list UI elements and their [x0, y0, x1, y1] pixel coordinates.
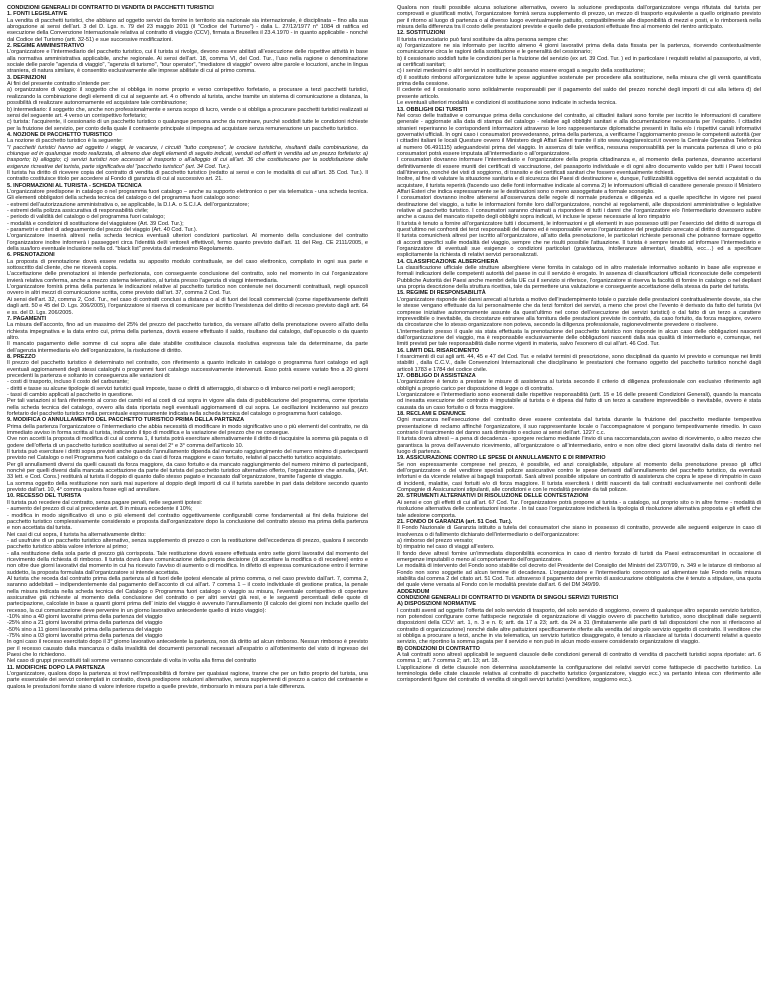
section-heading: 2. REGIME AMMINISTRATIVO	[7, 43, 85, 50]
paragraph: Prima della partenza l’organizzatore o l’intermediario che abbia necessità di modificare in modo significativo uno o più elementi del contratto, ne dà immediato avviso in forma scritta al turista, indicando il tipo di modifica e la variazione del prezzo che ne consegue.	[7, 423, 368, 437]
section-heading: A) DISPOSIZIONI NORMATIVE	[397, 601, 477, 608]
paragraph: A tali contratti sono altresì applicabili le seguenti clausole delle condizioni generali di contratto di vendita di pacchetti turistici sopra riportate: art. 6 comma 1; art. 7 comma 2; art. 13; art. 18.	[397, 652, 761, 665]
section-heading: 9. MODIFICA O ANNULLAMENTO DEL PACCHETTO TURISTICO PRIMA DELLA PARTENZA	[7, 417, 245, 424]
paragraph: Il cedente ed il cessionario sono solidalmente responsabili per il pagamento del saldo del prezzo nonché degli importi di cui alla lettera d) del presente articolo.	[397, 87, 761, 100]
paragraph: Le eventuali ulteriori modalità e condizioni di sostituzione sono indicate in scheda tecnica.	[397, 100, 617, 107]
paragraph: Qualora non risulti possibile alcuna soluzione alternativa, ovvero la soluzione predisposta dall’organizzatore venga rifiutata dal turista per comprovati e giustificati motivi, l’organizzatore fornirà senza supplemento di prezzo, un mezzo di trasporto equivalente a quello originario previsto per il ritorno al luogo di partenza o al diverso luogo eventualmente pattuito, compatibilmente alle disponibilità di mezzi e posti, e lo rimborserà nella misura della differenza tra il costo delle prestazioni previste e quello delle prestazioni effettuate fino al momento del rientro anticipato.	[397, 5, 761, 31]
paragraph: L’accettazione delle prenotazioni si intende perfezionata, con conseguente conclusione del contratto, solo nel momento in cui l’organizzatore invierà relativa conferma, anche a mezzo sistema telematico, al turista presso l’agenzia di viaggi intermediaria.	[7, 271, 368, 284]
paragraph: La classificazione ufficiale delle strutture alberghiere viene fornita in catalogo od in altro materiale informativo soltanto in base alle espresse e formali indicazioni delle competenti autorità del paese in cui il servizio è erogato. In assenza di classificazioni ufficiali riconosciute delle competenti Pubbliche Autorità dei Paesi anche membri della UE cui il servizio si riferisce, l’organizzatore si riserva la facoltà di fornire in catalogo o nel depliant una propria descrizione della struttura ricettiva, tale da permettere una valutazione e conseguente accettazione della stessa da parte del turista.	[397, 265, 761, 291]
section-heading: CONDIZIONI GENERALI DI CONTRATTO DI VENDITA DI SINGOLI SERVIZI TURISTICI	[397, 594, 619, 601]
paragraph: d) il sostituto rimborsi all’organizzatore tutte le spese aggiuntive sostenute per procedere alla sostituzione, nella misura che gli verrà quantificata prima della cessione.	[397, 74, 761, 88]
paragraph: Il turista dovrà altresì – a pena di decadenza - sporgere reclamo mediante l’invio di una raccomandata,con avviso di ricevimento, o altro mezzo che garantisca la prova dell’avvenuto ricevimento, all’organizzatore o all’intermediario, entro e non oltre dieci giorni lavorativi dalla data di rientro nel luogo di partenza.	[397, 436, 761, 456]
paragraph: -50% sino a 11 giorni lavorativi prima della partenza del viaggio	[7, 626, 162, 633]
paragraph: L’organizzatore, qualora dopo la partenza si trovi nell’impossibilità di fornire per qualsiasi ragione, tranne che per un fatto proprio del turista, una parte essenziale dei servizi contemplati in contratto, dovrà predisporre soluzioni alternative, senza supplementi di prezzo a carico del contraente e qualora le prestazioni fornite siano di valore inferiore rispetto a quelle previste, rimborsarlo in misura pari a tale differenza.	[7, 671, 368, 690]
paragraph: b) intermediario: il soggetto che, anche non professionalmente e senza scopo di lucro, vende o si obbliga a procurare pacchetti turistici realizzati ai sensi del seguente art. 4 verso un corrispettivo forfetario;	[7, 106, 368, 119]
paragraph: a) rimborso del prezzo versato;	[397, 537, 474, 544]
section-heading: 12. SOSTITUZIONI	[397, 30, 446, 37]
paragraph: I consumatori dovranno inoltre attenersi all’osservanza delle regole di normale prudenza e diligenza ed a quelle specifiche in vigore nei paesi destinazione del viaggio, a tutte le informazioni fornite loro dall’organizzatore, nonché ai regolamenti, alle disposizioni amministrative o legislative relative al pacchetto turistico. I consumatori saranno chiamati a rispondere di tutti i danni che l’organizzatore e/o l’intermediario dovessero subire anche a causa del mancato rispetto degli obblighi sopra indicati, ivi incluse le spese necessarie al loro rimpatrio	[397, 195, 761, 221]
paragraph: L’applicazione di dette clausole non determina assolutamente la configurazione dei relativi servizi come fattispecie di pacchetto turistico. La terminologia delle citate clausole relativa al contratto di pacchetto turistico (organizzatore, viaggio ecc.) va pertanto intesa con riferimento alle corrispondenti figure del contratto di vendita di singoli servizi turistici (venditore, soggiorno ecc.).	[397, 664, 761, 684]
paragraph: "I pacchetti turistici hanno ad oggetto i viaggi, le vacanze, i circuiti “tutto compreso”, le crociere turistiche, risultanti dalla combinazione, da chiunque ed in qualunque modo realizzata, di almeno due degli elementi di seguito indicati, venduti od offerti in vendita ad un prezzo forfetario: a) trasporto; b) alloggio; c) servizi turistici non accessori al trasporto o all’alloggio di cui all’art. 36 che costituiscano per la soddisfazione delle esigenze ricreative del turista, parte significativa del "pacchetto turistico" (art. 34 Cod. Tur.).	[7, 144, 368, 170]
paragraph: - aumento del prezzo di cui al precedente art. 8 in misura eccedente il 10%;	[7, 506, 193, 513]
paragraph: Il turista è tenuto a fornire all’organizzatore tutti i documenti, le informazioni e gli elementi in suo possesso utili per l’esercizio del diritto di surroga di quest’ultimo nei confronti dei terzi responsabili del danno ed è responsabile verso l’organizzatore del pregiudizio arrecato al diritto di surrogazione.	[397, 220, 761, 234]
section-heading: 21. FONDO DI GARANZIA (art. 51 Cod. Tur.).	[397, 518, 513, 525]
paragraph: - alla restituzione della sola parte di prezzo già corrisposta. Tale restituzione dovrà essere effettuata entro sette giorni lavorativi dal momento del ricevimento della richiesta di rimborso. Il turista dovrà dare comunicazione della propria decisione (di accettare la modifica o di recedere) entro e non oltre due giorni lavorativi dal momento in cui ha ricevuto l’avviso di aumento o di modifica. In difetto di espressa comunicazione entro il termine suddetto, la proposta formulata dall’organizzatore si intende accettata.	[7, 550, 368, 576]
section-heading: 14. CLASSIFICAZIONE ALBERGHIERA	[397, 258, 499, 265]
paragraph: La misura dell’acconto, fino ad un massimo del 25% del prezzo del pacchetto turistico, da versare all’atto della prenotazione ovvero all’atto della richiesta impegnativa e la data entro cui, prima della partenza, dovrà essere effettuato il saldo, risultano dal catalogo, dall’opuscolo o da quanto altro.	[7, 322, 368, 341]
paragraph: - modalità e condizioni di sostituzione del viaggiatore (Art. 39 Cod. Tur.);	[7, 220, 184, 227]
section-heading: 19. ASSICURAZIONE CONTRO LE SPESE DI ANNULLAMENTO E DI RIMPATRIO	[397, 455, 606, 462]
paragraph: La nozione di pacchetto turistico è la seguente:	[7, 138, 123, 145]
paragraph: I risarcimenti di cui agli artt. 44, 45 e 47 del Cod. Tur. e relativi termini di prescrizione, sono disciplinati da quanto ivi previsto e comunque nei limiti stabiliti , dalla C.C.V., dalle Convenzioni Internazionali che disciplinano le prestazioni che formano oggetto del pacchetto turistico nonché dagli articoli 1783 e 1784 del codice civile.	[397, 353, 761, 373]
paragraph: Il turista può esercitare i diritti sopra previsti anche quando l’annullamento dipenda dal mancato raggiungimento del numero minimo di partecipanti previsto nel Catalogo o nel Programma fuori catalogo o da casi di forza maggiore e caso fortuito, relativi al pacchetto turistico acquistato.	[7, 449, 368, 462]
paragraph: Per gli annullamenti diversi da quelli causati da forza maggiore, da caso fortuito e da mancato raggiungimento del numero minimo di partecipanti, nonché per quelli diversi dalla mancata accettazione da parte del turista del pacchetto turistico alternativo offerto, l’organizzatore che annulla, (Art. 33 lett. e Cod. Cons.) restituirà al turista il doppio di quanto dallo stesso pagato e incassato dall’organizzatore, tramite l’agente di viaggio.	[7, 461, 368, 481]
paragraph: b) il cessionario soddisfi tutte le condizioni per la fruizione del servizio (ex art. 39 Cod. Tur. ) ed in particolare i requisiti relativi al passaporto, ai visti, ai certificati sanitari;	[397, 55, 761, 69]
paragraph: L’organizzatore predispone in catalogo o nel programma fuori catalogo – anche su supporto elettronico o per via telematica - una scheda tecnica. Gli elementi obbligatori della scheda tecnica del catalogo o del programma fuori catalogo sono:	[7, 188, 368, 202]
paragraph: L’organizzatore inserirà altresì nella scheda tecnica eventuali ulteriori condizioni particolari. Al momento della conclusione del contratto l’organizzatore inoltre informerà i passeggeri circa l’identità del/i vettore/i effettivo/i, fermo quanto previsto dall’art. 11 del Reg. CE 2111/2005, e della sua/loro eventuale inclusione nella cd. "black list" prevista dal medesimo Regolamento.	[7, 233, 368, 253]
section-heading: 5. INFORMAZIONI AL TURISTA - SCHEDA TECNICA	[7, 182, 142, 189]
section-heading: 13. OBBLIGHI DEI TURISTI	[397, 106, 468, 113]
paragraph: In ogni caso il recesso esercitato dopo il 3° giorno lavorativo antecedente la partenza, non dà diritto ad alcun rimborso. Nessun rimborso è previsto per il recesso causato dalla mancanza o dalla invalidità dei documenti personali necessari all’espatrio o all’ottenimento del visto di ingresso dei Paesi che lo richiedono.	[7, 639, 368, 659]
left-text-column	[7, 5, 368, 690]
section-heading: 8. PREZZO	[7, 353, 36, 360]
paragraph: L’organizzatore fornirà prima della partenza le indicazioni relative al pacchetto turistico non contenute nei documenti contrattuali, negli opuscoli ovvero in altri mezzi di comunicazione scritta, come previsto dall’art. 37, comma 2 Cod. Tur.	[7, 284, 368, 297]
paragraph: c) i servizi medesimi o altri servizi in sostituzione possano essere erogati a seguito della sostituzione;	[397, 68, 645, 75]
paragraph: a) organizzatore di viaggio: il soggetto che si obbliga in nome proprio e verso corrispettivo forfetario, a procurare a terzi pacchetti turistici, realizzando la combinazione degli elementi di cui al seguente art. 4 o offrendo al turista, anche tramite un sistema di comunicazione a distanza, la possibilità di realizzare autonomamente ed acquistare tale combinazione;	[7, 87, 368, 107]
paragraph: - estremi dell’autorizzazione amministrativa o, se applicabile, la D.I.A. o S.C.I.A. dell’organizzatore;	[7, 201, 250, 208]
paragraph: La proposta di prenotazione dovrà essere redatta su apposito modulo contrattuale, se del caso elettronico, compilato in ogni sua parte e sottoscritto dal cliente, che ne riceverà copia.	[7, 258, 368, 272]
section-heading: 10. RECESSO DEL TURISTA	[7, 493, 82, 500]
paragraph: -25% sino a 21 giorni lavorativi prima della partenza del viaggio	[7, 620, 163, 627]
paragraph: I contratti aventi ad oggetto l’offerta del solo servizio di trasporto, del solo servizio di soggiorno, ovvero di qualunque altro separato servizio turistico, non potendosi configurare come fattispecie negoziale di organizzazione di viaggio ovvero di pacchetto turistico, sono disciplinati dalle seguenti disposizioni della CCV: art. 1, n. 3 e n. 6; artt. da 17 a 23; artt. da 24 a 31 (limitatamente alle parti di tali disposizioni che non si riferiscono al contratto di organizzazione) nonché dalle altre pattuizioni specificamente riferite alla vendita del singolo servizio oggetto di contratto. Il venditore che si obbliga a procurare a terzi, anche in via telematica, un servizio turistico disaggregato, è tenuto a rilasciare al turista i documenti relativi a questo servizio, che riportino la somma pagata per il servizio e non può in alcun modo essere considerato organizzatore di viaggio.	[397, 607, 761, 646]
paragraph: a) l’organizzatore ne sia informato per iscritto almeno 4 giorni lavorativi prima della data fissata per la partenza, ricevendo contestualmente comunicazione circa le ragioni della sostituzione e le generalità del cessionario;	[397, 43, 761, 56]
paragraph: Nel corso delle trattative e comunque prima della conclusione del contratto, ai cittadini italiani sono fornite per iscritto le informazioni di carattere generale - aggiornate alla data di stampa del catalogo - relative agli obblighi sanitari e alla documentazione necessaria per l’espatrio. I cittadini stranieri reperiranno le corrispondenti informazioni attraverso le loro rappresentanze diplomatiche presenti in Italia e/o i rispettivi canali informativi governativi ufficiali. In ogni caso i consumatori provvederanno, prima della partenza, a verificarne l’aggiornamento presso le competenti autorità (per i cittadini italiani le locali Questure ovvero il Ministero degli Affari Esteri tramite il sito www.viaggiaresicuri.it ovvero la Centrale Operativa Telefonica al numero 06.491115) adeguandovisi prima del viaggio. In assenza di tale verifica, nessuna responsabilità per la mancata partenza di uno o più consumatori potrà essere imputata all’intermediario o all’organizzatore.	[397, 112, 761, 157]
paragraph: -10% sino a 40 giorni lavorativi prima della partenza del viaggio	[7, 614, 163, 620]
paragraph: Nei casi di cui sopra, il turista ha alternativamente diritto:	[7, 531, 146, 538]
paragraph: I consumatori dovranno informare l’intermediario e l’organizzatore della propria cittadinanza e, al momento della partenza, dovranno accertarsi definitivamente di essere muniti dei certificati di vaccinazione, del passaporto individuale e di ogni altro documento valido per tutti i Paesi toccati dall’itinerario, nonché dei visti di soggiorno, di transito e dei certificati sanitari che fossero eventualmente richiesti.	[397, 157, 761, 176]
section-heading: 4. NOZIONE DI PACCHETTO TURISTICO	[7, 131, 113, 138]
section-heading: 17. OBBLIGO DI ASSISTENZA	[397, 372, 476, 379]
paragraph: L’organizzatore risponde dei danni arrecati al turista a motivo dell’inadempimento totale o parziale delle prestazioni contrattualmente dovute, sia che le stesse vengano effettuate da lui personalmente che da terzi fornitori dei servizi, a meno che provi che l’evento è derivato da fatto del turista (ivi comprese iniziative autonomamente assunte da quest’ultimo nel corso dell’esecuzione dei servizi turistici) o dal fatto di un terzo a carattere imprevedibile o inevitabile, da circostanze estranee alla fornitura delle prestazioni previste in contratto, da caso fortuito, da forza maggiore, ovvero da circostanze che lo stesso organizzatore non poteva, secondo la diligenza professionale, ragionevolmente prevedere o risolvere.	[397, 296, 761, 329]
paragraph: Ogni mancanza nell’esecuzione del contratto deve essere contestata dal turista durante la fruizione del pacchetto mediante tempestiva presentazione di reclamo affinché l’organizzatore, il suo rappresentante locale o l’accompagnatore vi pongano tempestivamente rimedio. In caso contrario il risarcimento del danno sarà diminuito o escluso ai sensi dell’art. 1227 c.c.	[397, 417, 761, 437]
paragraph: Le modalità di intervento del Fondo sono stabilite col decreto del Presidente del Consiglio dei Ministri del 23/07/99, n. 349 e le istanze di rimborso al Fondo non sono soggette ad alcun termine di decadenza. L’organizzatore e l’intermediario concorrono ad alimentare tale Fondo nella misura stabilita dal comma 2 del citato art. 51 Cod. Tur. attraverso il pagamento del premio di assicurazione obbligatoria che è tenuto a stipulare, una quota del quale viene versata al Fondo con le modalità previste dall’art. 6 del DM 349/99.	[397, 563, 761, 589]
section-heading: 7. PAGAMENTI	[7, 315, 47, 322]
section-heading: 15. REGIME DI RESPONSABILITÀ	[397, 290, 486, 297]
paragraph: - modifica in modo significativo di uno o più elementi del contratto oggettivamente configurabili come fondamentali ai fini della fruizione del pacchetto turistico complessivamente considerato e proposta dall’organizzatore dopo la conclusione del contratto stesso ma prima della partenza e non accettata dal turista.	[7, 512, 368, 532]
paragraph: b) rimpatrio nel caso di viaggi all’estero.	[397, 544, 495, 551]
section-heading: 18. RECLAMI E DENUNCE	[397, 411, 466, 417]
section-heading: 1. FONTI LEGISLATIVE	[7, 11, 68, 18]
paragraph: L’organizzatore e l’intermediario del pacchetto turistico, cui il turista si rivolge, devono essere abilitati all’esecuzione delle rispettive attività in base alla normativa amministrativa applicabile, anche regionale. Ai sensi dell’art. 18, comma VI, del Cod. Tur., l’uso nella ragione o denominazione sociale delle parole "agenzia di viaggio", "agenzia di turismo", "tour operator", "mediatore di viaggio" ovvero altre parole e locuzioni, anche in lingua straniera, di natura similare, è consentito esclusivamente alle imprese abilitate di cui al primo comma.	[7, 49, 368, 75]
paragraph: Il turista può recedere dal contratto, senza pagare penali, nelle seguenti ipotesi:	[7, 499, 203, 506]
paragraph: Ai sensi dell’art. 32, comma 2, Cod. Tur., nel caso di contratti conclusi a distanza o al di fuori dei locali commerciali (come rispettivamente definiti dagli artt. 50 e 45 del D. Lgs. 206/2005), l’organizzatore si riserva di comunicare per iscritto l’inesistenza del diritto di recesso previsto dagli artt. 64 e ss. del D. Lgs. 206/2005.	[7, 296, 368, 316]
paragraph: Al turista che receda dal contratto prima della partenza al di fuori delle ipotesi elencate al primo comma, o nel caso previsto dall’art. 7, comma 2, saranno addebitati – indipendentemente dal pagamento dell’acconto di cui all’art. 7 comma 1 – il costo individuale di gestione pratica, la penale nella misura indicata nella scheda tecnica del Catalogo o Programma fuori catalogo o viaggio su misura, l’eventuale corrispettivo di coperture assicurative già richieste al momento della conclusione del contratto o per altri servizi già resi, e le seguenti percentuali delle quote di partecipazione, calcolate in base a quanti giorni prima dell’ inizio del viaggio è avvenuto l’annullamento (il calcolo dei giorni non include quello del recesso, la cui comunicazione deve pervenire in un giorno lavorativo antecedente quello di inizio viaggio):	[7, 575, 368, 614]
paragraph: Il mancato pagamento delle somme di cui sopra alle date stabilite costituisce clausola risolutiva espressa tale da determinarne, da parte dell’agenzia intermediaria e/o dell’organizzatore, la risoluzione di diritto.	[7, 341, 368, 354]
paragraph: La somma oggetto della restituzione non sarà mai superiore al doppio degli importi di cui il turista sarebbe in pari data debitore secondo quanto previsto dall’art. 10, 4° comma qualora fosse egli ad annullare.	[7, 480, 368, 494]
paragraph: - costi di trasporto, incluso il costo del carburante;	[7, 379, 129, 386]
paragraph: Il turista comunicherà altresì per iscritto all’organizzatore, all’atto della prenotazione, le particolari richieste personali che potranno formare oggetto di accordi specifici sulle modalità del viaggio, sempre che ne risulti possibile l’attuazione. Il turista è sempre tenuto ad informare l’intermediario e l’organizzatore di eventuali sue esigenze o condizioni particolari (gravidanza, intolleranze alimentari, disabilità, ecc…) ed a specificare esplicitamente la richiesta di relativi servizi personalizzati.	[397, 233, 761, 259]
paragraph: Se non espressamente comprese nel prezzo, è possibile, ed anzi consigliabile, stipulare al momento della prenotazione presso gli uffici dell’organizzatore o del venditore speciali polizze assicurative contro le spese derivanti dall’annullamento del pacchetto turistico, da eventuali infortuni e da vicende relative ai bagagli trasportati. Sarà altresì possibile stipulare un contratto di assistenza che copra le spese di rimpatrio in caso di incidenti, malattie, casi fortuiti e/o di forza maggiore. Il turista eserciterà i diritti nascenti da tali contratti esclusivamente nei confronti delle Compagnie di Assicurazioni stipulanti, alle condizioni e con le modalità previste da tali polizze.	[397, 461, 761, 494]
document-title: CONDIZIONI GENERALI DI CONTRATTO DI VENDITA DI PACCHETTI TURISTICI	[7, 5, 214, 11]
paragraph: Nel caso di gruppi precostituiti tali somme verranno concordate di volta in volta alla firma del contratto	[7, 658, 257, 665]
paragraph: L’intermediario presso il quale sia stata effettuata la prenotazione del pacchetto turistico non risponde in alcun caso delle obbligazioni nascenti dall’organizzazione del viaggio, ma è responsabile esclusivamente delle obbligazioni nascenti dalla sua qualità di intermediario e, comunque, nei limiti previsti per tale responsabilità dalle norme vigenti in materia, salvo l’esonero di cui all’art. 46 Cod. Tur.	[397, 328, 761, 348]
paragraph: Per tali variazioni si farà riferimento al corso dei cambi ed ai costi di cui sopra in vigore alla data di pubblicazione del programma, come riportata nella scheda tecnica del catalogo, ovvero alla data riportata negli eventuali aggiornamenti di cui sopra. Le oscillazioni incideranno sul prezzo forfetario del pacchetto turistico nella percentuale espressamente indicata nella scheda tecnica del catalogo o programma fuori catalogo.	[7, 398, 368, 417]
paragraph: - estremi della polizza assicurativa di responsabilità civile;	[7, 208, 149, 214]
section-heading: ADDENDUM	[397, 588, 430, 595]
section-heading: 16. LIMITI DEL RISARCIMENTO	[397, 347, 480, 354]
paragraph: - parametri e criteri di adeguamento del prezzo del viaggio (Art. 40 Cod. Tur.).	[7, 227, 198, 234]
paragraph: Il Fondo Nazionale di Garanzia istituito a tutela dei consumatori che siano in possesso di contratto, provvede alle seguenti esigenze in caso di insolvenza o di fallimento dichiarato dell’intermediario o dell’organizzatore:	[397, 525, 761, 538]
paragraph: - ad usufruire di un pacchetto turistico alternativo, senza supplemento di prezzo o con la restituzione dell’eccedenza di prezzo, qualora il secondo pacchetto turistico abbia valore inferiore al primo;	[7, 537, 368, 551]
right-text-column	[397, 5, 761, 684]
paragraph: Ai fini del presente contratto s’intende per:	[7, 81, 111, 88]
paragraph: La vendita di pacchetti turistici, che abbiano ad oggetto servizi da fornire in territorio sia nazionale sia internazionale, è disciplinata – fino alla sua abrogazione ai sensi dell’art. 3 del D. Lgs. n. 79 del 23 maggio 2011 (il "Codice del Turismo") - dalla L. 27/12/1977 n° 1084 di ratifica ed esecuzione della Convenzione Internazionale relativa al contratto di viaggio (CCV), firmata a Bruxelles il 23.4.1970 - in quanto applicabile - nonché dal Codice del Turismo (artt. 32-51) e sue successive modificazioni.	[7, 17, 368, 43]
section-heading: 3. DEFINIZIONI	[7, 74, 47, 81]
section-heading: 6. PRENOTAZIONI	[7, 252, 55, 259]
paragraph: Ai sensi e con gli effetti di cui all’art. 67 Cod. Tur. l’organizzatore potrà proporre al turista - a catalogo, sul proprio sito o in altre forme - modalità di risoluzione alternativa delle contestazioni insorte . In tal caso l’organizzatore indicherà la tipologia di risoluzione alternativa proposta e gli effetti che tale adesione comporta.	[397, 499, 761, 519]
paragraph: Il prezzo del pacchetto turistico è determinato nel contratto, con riferimento a quanto indicato in catalogo o programma fuori catalogo ed agli eventuali aggiornamenti degli stessi cataloghi o programmi fuori catalogo successivamente intervenuti. Esso potrà essere variato fino a 20 giorni precedenti la partenza e soltanto in conseguenza alle variazioni di:	[7, 360, 368, 379]
paragraph: Il turista rinunciatario può farsi sostituire da altra persona sempre che:	[397, 36, 569, 43]
paragraph: - tassi di cambio applicati al pacchetto in questione.	[7, 391, 134, 398]
paragraph: L’organizzatore è tenuto a prestare le misure di assistenza al turista secondo il criterio di diligenza professionale con esclusivo riferimento agli obblighi a proprio carico per disposizione di legge o di contratto.	[397, 379, 761, 392]
paragraph: - periodo di validità del catalogo o del programma fuori catalogo;	[7, 214, 165, 221]
paragraph: c) turista: l’acquirente, il cessionario di un pacchetto turistico o qualunque persona anche da nominare, purché soddisfi tutte le condizioni richieste per la fruizione del servizio, per conto della quale il contraente principale si impegna ad acquistare senza remunerazione un pacchetto turistico.	[7, 119, 368, 132]
paragraph: -75% sino a 03 giorni lavorativi prima della partenza del viaggio	[7, 633, 163, 640]
section-heading: 20. STRUMENTI ALTERNATIVI DI RISOLUZIONE DELLE CONTESTAZIONI	[397, 493, 589, 500]
paragraph: Il turista ha diritto di ricevere copia del contratto di vendita di pacchetto turistico (redatto ai sensi e con le modalità di cui all’art. 35 Cod. Tur.). Il contratto costituisce titolo per accedere al Fondo di garanzia di cui al successivo art. 21.	[7, 169, 368, 183]
paragraph: Ove non accetti la proposta di modifica di cui al comma 1, il turista potrà esercitare alternativamente il diritto di riacquisire la somma già pagata o di godere dell’offerta di un pacchetto turistico sostitutivo ai sensi del 2° e 3° comma dell’articolo 10.	[7, 436, 368, 449]
paragraph: Il fondo deve altresì fornire un’immediata disponibilità economica in caso di rientro forzato di turisti da Paesi extracomunitari in occasione di emergenze imputabili o meno al comportamento dell’organizzatore.	[397, 550, 761, 563]
paragraph: Inoltre, al fine di valutare la situazione sanitaria e di sicurezza dei Paesi di destinazione e, dunque, l’utilizzabilità oggettiva dei servizi acquistati o da acquistare, il turista reperirà (facendo uso delle fonti informative indicate al comma 2) le informazioni ufficiali di carattere generale presso il Ministero Affari Esteri che indica espressamente se le destinazioni sono o meno assoggettate a formale sconsiglio.	[397, 176, 761, 195]
section-heading: B) CONDIZIONI DI CONTRATTO	[397, 645, 480, 652]
paragraph: L’organizzatore e l’intermediario sono esonerati dalle rispettive responsabilità (artt. 15 e 16 delle presenti Condizioni Generali), quando la mancata od inesatta esecuzione del contratto è imputabile al turista o è dipesa dal fatto di un terzo a carattere imprevedibile o inevitabile, ovvero è stata causata da un caso fortuito o di forza maggiore.	[397, 391, 761, 411]
section-heading: 11. MODIFICHE DOPO LA PARTENZA	[7, 664, 106, 671]
paragraph: - diritti e tasse su alcune tipologie di servizi turistici quali imposte, tasse o diritti di atterraggio, di sbarco o di imbarco nei porti e negli aeroporti;	[7, 385, 355, 392]
